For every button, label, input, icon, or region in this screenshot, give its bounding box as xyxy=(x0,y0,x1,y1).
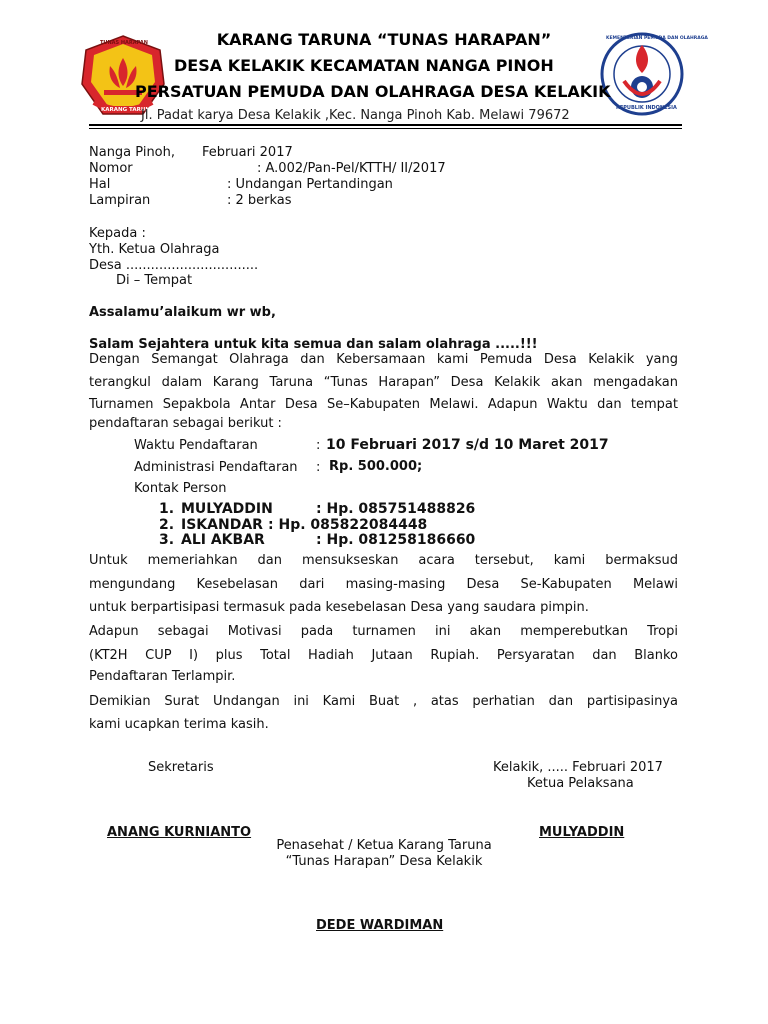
letterhead-rule-thin xyxy=(89,128,682,129)
admin-colon: : xyxy=(316,460,321,475)
waktu-label: Waktu Pendaftaran xyxy=(134,438,258,453)
contact-1-phone: : Hp. 085751488826 xyxy=(316,501,476,517)
sekretaris-title: Sekretaris xyxy=(148,760,214,775)
contact-1-num: 1. xyxy=(159,501,175,517)
place-date-label: Nanga Pinoh, xyxy=(89,145,176,160)
paragraph-1-line-3: Turnamen Sepakbola Antar Desa Se–Kabupaten Melawi. Adapun Waktu dan tempat xyxy=(89,397,678,412)
paragraph-3-line-3: Pendaftaran Terlampir. xyxy=(89,669,236,684)
ketua-title: Ketua Pelaksana xyxy=(527,776,634,791)
contact-3-num: 3. xyxy=(159,532,175,548)
place-date-value: Februari 2017 xyxy=(202,145,293,160)
paragraph-1-line-2: terangkul dalam Karang Taruna “Tunas Harapan” Desa Kelakik akan mengadakan xyxy=(89,375,678,390)
hal-label: Hal xyxy=(89,177,111,192)
letterhead-address: Jl. Padat karya Desa Kelakik ,Kec. Nanga Pinoh Kab. Melawi 79672 xyxy=(141,108,570,123)
nomor-value: : A.002/Pan-Pel/KTTH/ II/2017 xyxy=(257,161,446,176)
hal-value: : Undangan Pertandingan xyxy=(227,177,393,192)
waktu-value: 10 Februari 2017 s/d 10 Maret 2017 xyxy=(326,437,609,453)
paragraph-3-line-1: Adapun sebagai Motivasi pada turnamen ini akan memperebutkan Tropi xyxy=(89,624,678,639)
contact-3-phone: : Hp. 081258186660 xyxy=(316,532,476,548)
recipient-ditempat: Di – Tempat xyxy=(116,273,193,288)
nomor-label: Nomor xyxy=(89,161,133,176)
kemenpora-logo-bottom-text: REPUBLIK INDONESIA xyxy=(616,105,677,111)
paragraph-2-line-3: untuk berpartisipasi termasuk pada kesebelasan Desa yang saudara pimpin. xyxy=(89,600,589,615)
letterhead-rule-thick xyxy=(89,124,682,126)
contact-2-phone: : Hp. 085822084448 xyxy=(268,517,428,533)
penasehat-title-2: “Tunas Harapan” Desa Kelakik xyxy=(285,854,483,869)
salam: Salam Sejahtera untuk kita semua dan salam olahraga .....!!! xyxy=(89,337,538,352)
paragraph-4-line-1: Demikian Surat Undangan ini Kami Buat , atas perhatian dan partisipasinya xyxy=(89,694,678,709)
contact-3-name: ALI AKBAR xyxy=(181,532,265,548)
paragraph-1-line-4: pendaftaran sebagai berikut : xyxy=(89,416,282,431)
waktu-colon: : xyxy=(316,438,321,453)
kontak-label: Kontak Person xyxy=(134,481,227,496)
penasehat-title-1: Penasehat / Ketua Karang Taruna xyxy=(276,838,492,853)
paragraph-1-line-1: Dengan Semangat Olahraga dan Kebersamaan kami Pemuda Desa Kelakik yang xyxy=(89,352,678,367)
lampiran-value: : 2 berkas xyxy=(227,193,292,208)
recipient-desa: Desa ................................ xyxy=(89,258,259,273)
paragraph-2-line-2: mengundang Kesebelasan dari masing-masing Desa Se-Kabupaten Melawi xyxy=(89,577,678,592)
recipient-kepada: Kepada : xyxy=(89,226,146,241)
sekretaris-name: ANANG KURNIANTO xyxy=(107,825,252,840)
karang-taruna-logo-text: KARANG TARUNA xyxy=(101,107,155,113)
admin-value: Rp. 500.000; xyxy=(329,459,423,474)
karang-taruna-logo-top-text: TUNAS HARAPAN xyxy=(100,40,148,46)
kemenpora-logo-text: KEMENTERIAN PEMUDA DAN OLAHRAGA xyxy=(606,36,708,41)
greeting: Assalamu’alaikum wr wb, xyxy=(89,305,276,320)
contact-2-num: 2. xyxy=(159,517,175,533)
paragraph-4-line-2: kami ucapkan terima kasih. xyxy=(89,717,269,732)
contact-2-name: ISKANDAR xyxy=(181,517,263,533)
letterhead-line1: KARANG TARUNA “TUNAS HARAPAN” xyxy=(216,30,552,49)
recipient-yth: Yth. Ketua Olahraga xyxy=(89,242,220,257)
lampiran-label: Lampiran xyxy=(89,193,151,208)
paragraph-3-line-2: (KT2H CUP I) plus Total Hadiah Jutaan Rupiah. Persyaratan dan Blanko xyxy=(89,648,678,663)
letterhead-line2: DESA KELAKIK KECAMATAN NANGA PINOH xyxy=(174,56,554,75)
contact-1-name: MULYADDIN xyxy=(181,501,273,517)
letterhead-line3: PERSATUAN PEMUDA DAN OLAHRAGA DESA KELAKIK xyxy=(135,82,611,101)
admin-label: Administrasi Pendaftaran xyxy=(134,460,298,475)
paragraph-2-line-1: Untuk memeriahkan dan mensukseskan acara tersebut, kami bermaksud xyxy=(89,553,678,568)
penasehat-name: DEDE WARDIMAN xyxy=(316,918,444,933)
signature-place-date: Kelakik, ..... Februari 2017 xyxy=(493,760,663,775)
ketua-name: MULYADDIN xyxy=(539,825,625,840)
